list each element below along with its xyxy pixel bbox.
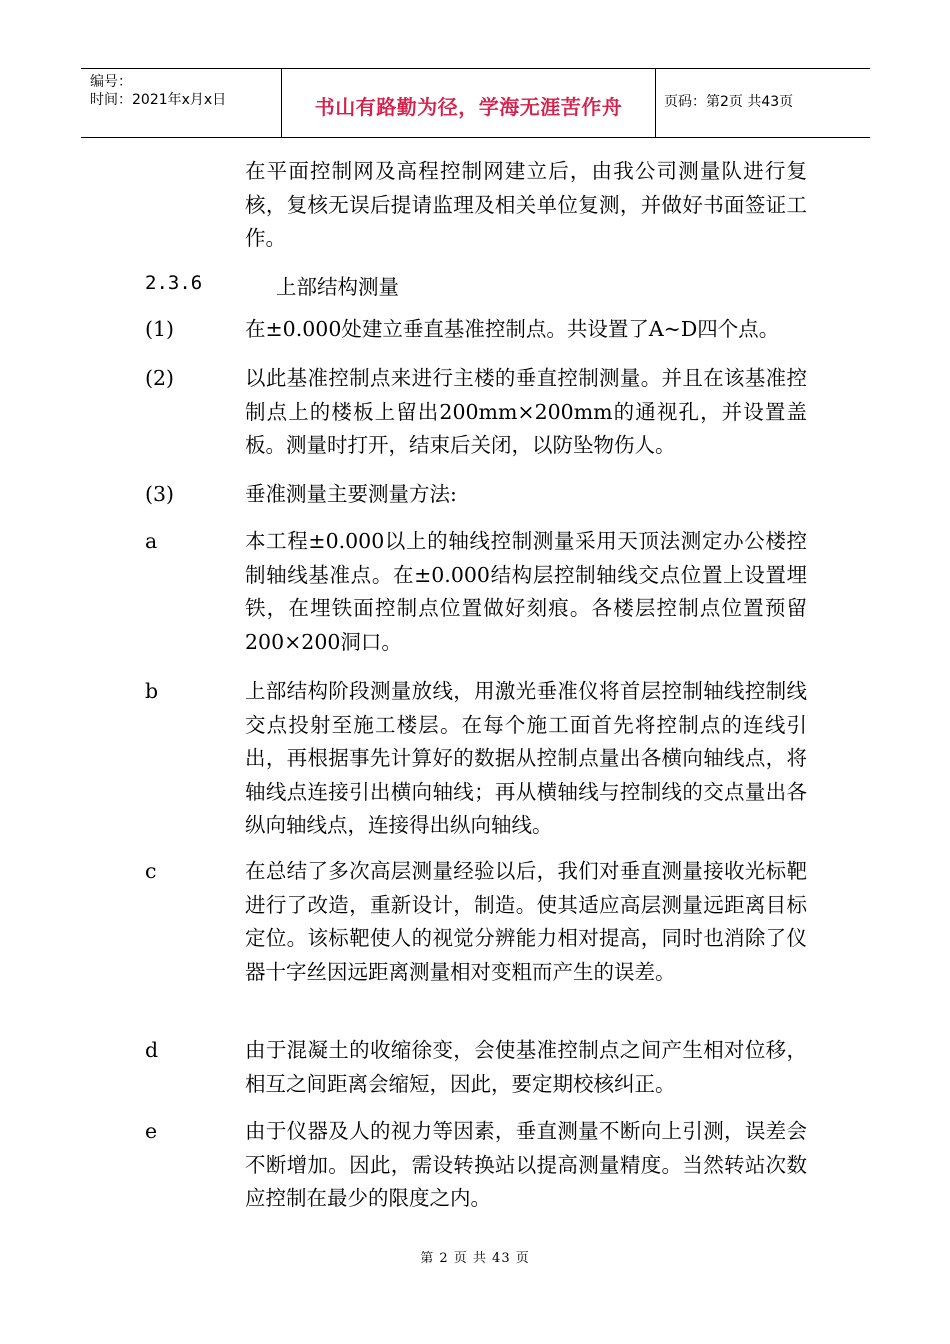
item-label: (1) <box>145 317 175 341</box>
item-text: 在总结了多次高层测量经验以后，我们对垂直测量接收光标靶进行了改造，重新设计，制造。使其适应高层测量远距离目标定位。该标靶使人的视觉分辨能力相对提高，同时也消除了仪器十字丝因远距离测量相对变粗而产生的误差。 <box>245 859 807 984</box>
date-label: 时间：2021年x月x日 <box>90 92 227 108</box>
item-text: 上部结构阶段测量放线，用激光垂准仪将首层控制轴线控制线交点投射至施工楼层。在每个施工面首先将控制点的连线引出，再根据事先计算好的数据从控制点量出各横向轴线点，将轴线点连接引出横向轴线；再从横轴线与控制线的交点量出各纵向轴线点，连接得出纵向轴线。 <box>245 679 807 837</box>
document-header <box>81 68 870 138</box>
item-label: d <box>145 1038 159 1062</box>
item-text: 垂准测量主要测量方法: <box>245 482 457 506</box>
header-page-cell <box>655 69 870 137</box>
item-label: (2) <box>145 366 175 390</box>
header-info-cell <box>81 69 281 137</box>
code-label: 编号： <box>90 74 132 90</box>
item-label: (3) <box>145 482 175 506</box>
item-label: b <box>145 679 159 703</box>
item-label: e <box>145 1119 158 1143</box>
item-text: 在±0.000处建立垂直基准控制点。共设置了A~D四个点。 <box>245 317 780 341</box>
item-label: a <box>145 529 158 553</box>
item-label: c <box>145 859 157 883</box>
item-text: 以此基准控制点来进行主楼的垂直控制测量。并且在该基准控制点上的楼板上留出200mm×200mm的通视孔，并设置盖板。测量时打开，结束后关闭，以防坠物伤人。 <box>245 366 807 457</box>
header-motto-cell <box>281 69 656 137</box>
intro-paragraph: 在平面控制网及高程控制网建立后，由我公司测量队进行复核，复核无误后提请监理及相关单位复测，并做好书面签证工作。 <box>245 159 807 250</box>
page-footer: 第 2 页 共 43 页 <box>420 1251 530 1266</box>
section-title: 上部结构测量 <box>276 275 399 299</box>
item-text: 由于仪器及人的视力等因素，垂直测量不断向上引测，误差会不断增加。因此，需设转换站以提高测量精度。当然转站次数应控制在最少的限度之内。 <box>245 1119 807 1210</box>
item-text: 由于混凝土的收缩徐变，会使基准控制点之间产生相对位移，相互之间距离会缩短，因此，要定期校核纠正。 <box>245 1038 807 1096</box>
section-number: 2.3.6 <box>145 272 203 294</box>
item-text: 本工程±0.000以上的轴线控制测量采用天顶法测定办公楼控制轴线基准点。在±0.000结构层控制轴线交点位置上设置埋铁，在埋铁面控制点位置做好刻痕。各楼层控制点位置预留200×200洞口。 <box>245 529 807 654</box>
motto: 书山有路勤为径，学海无涯苦作舟 <box>314 95 623 119</box>
page-info: 页码：第2页 共43页 <box>664 94 794 110</box>
